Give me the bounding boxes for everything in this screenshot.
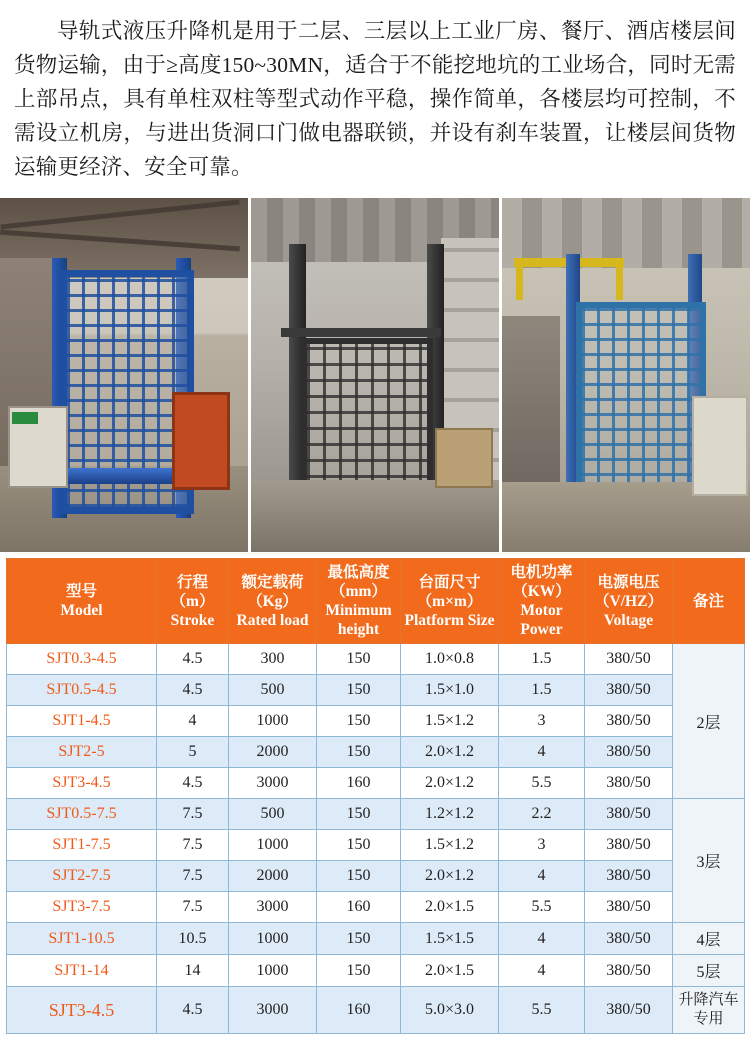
table-row bbox=[7, 768, 745, 799]
cell-voltage: 380/50 bbox=[585, 861, 673, 892]
header-height-en: Minimum height bbox=[325, 602, 392, 638]
cell-size: 1.0×0.8 bbox=[401, 644, 499, 675]
photo1-exit-sign bbox=[12, 412, 38, 424]
header-load-unit: （Kg） bbox=[247, 592, 298, 610]
cell-voltage: 380/50 bbox=[585, 987, 673, 1034]
header-power-cn: 电机功率 bbox=[510, 564, 573, 581]
cell-load: 3000 bbox=[229, 768, 317, 799]
header-stroke-unit: （m） bbox=[170, 592, 215, 610]
cell-power: 5.5 bbox=[499, 892, 585, 923]
cell-size: 1.5×1.0 bbox=[401, 675, 499, 706]
cell-load: 1000 bbox=[229, 830, 317, 861]
cell-power: 5.5 bbox=[499, 768, 585, 799]
cell-model: SJT3-4.5 bbox=[7, 987, 157, 1034]
photo3-doorway bbox=[502, 316, 560, 496]
product-photo-2 bbox=[251, 198, 499, 552]
cell-power: 4 bbox=[499, 923, 585, 955]
cell-model: SJT0.3-4.5 bbox=[7, 644, 157, 675]
cell-model: SJT3-4.5 bbox=[7, 768, 157, 799]
table-row bbox=[7, 830, 745, 861]
cell-voltage: 380/50 bbox=[585, 644, 673, 675]
cell-voltage: 380/50 bbox=[585, 830, 673, 861]
cell-stroke: 10.5 bbox=[157, 923, 229, 955]
spec-table-wrapper bbox=[0, 552, 750, 1042]
cell-height: 150 bbox=[317, 644, 401, 675]
header-power-en: Motor Power bbox=[520, 602, 563, 638]
cell-height: 160 bbox=[317, 768, 401, 799]
cell-stroke: 7.5 bbox=[157, 830, 229, 861]
photo2-lift-cage bbox=[301, 338, 433, 500]
cell-stroke: 14 bbox=[157, 955, 229, 987]
cell-model: SJT0.5-4.5 bbox=[7, 675, 157, 706]
cell-load: 500 bbox=[229, 799, 317, 830]
cell-size: 2.0×1.5 bbox=[401, 892, 499, 923]
cell-size: 2.0×1.5 bbox=[401, 955, 499, 987]
table-row bbox=[7, 675, 745, 706]
cell-remark: 2层 bbox=[673, 644, 745, 799]
cell-model: SJT1-10.5 bbox=[7, 923, 157, 955]
photo2-top-beam bbox=[281, 328, 441, 337]
cell-stroke: 4.5 bbox=[157, 987, 229, 1034]
photo2-floor bbox=[251, 480, 499, 552]
header-model bbox=[7, 559, 157, 644]
cell-load: 1000 bbox=[229, 955, 317, 987]
photo3-cargo bbox=[692, 396, 748, 496]
cell-height: 150 bbox=[317, 923, 401, 955]
header-voltage-cn: 电源电压 bbox=[597, 573, 660, 591]
cell-remark: 升降汽车专用 bbox=[673, 987, 745, 1034]
cell-load: 3000 bbox=[229, 987, 317, 1034]
cell-voltage: 380/50 bbox=[585, 892, 673, 923]
cell-size: 1.5×1.2 bbox=[401, 830, 499, 861]
cell-remark: 5层 bbox=[673, 955, 745, 987]
cell-voltage: 380/50 bbox=[585, 923, 673, 955]
cell-stroke: 4.5 bbox=[157, 768, 229, 799]
cell-power: 1.5 bbox=[499, 675, 585, 706]
cell-load: 3000 bbox=[229, 892, 317, 923]
cell-height: 160 bbox=[317, 987, 401, 1034]
header-load-en: Rated load bbox=[236, 611, 309, 629]
header-motor-power bbox=[499, 559, 585, 644]
cell-voltage: 380/50 bbox=[585, 737, 673, 768]
table-row bbox=[7, 892, 745, 923]
cell-load: 1000 bbox=[229, 923, 317, 955]
table-row bbox=[7, 987, 745, 1034]
cell-power: 4 bbox=[499, 955, 585, 987]
table-row bbox=[7, 955, 745, 987]
cell-size: 1.5×1.5 bbox=[401, 923, 499, 955]
header-rated-load bbox=[229, 559, 317, 644]
product-photo-1 bbox=[0, 198, 248, 552]
header-voltage-unit: （V/HZ） bbox=[594, 592, 663, 610]
cell-voltage: 380/50 bbox=[585, 955, 673, 987]
cell-size: 1.2×1.2 bbox=[401, 799, 499, 830]
header-size-unit: （m×m） bbox=[416, 592, 483, 610]
product-photo-strip bbox=[0, 198, 750, 552]
header-stroke bbox=[157, 559, 229, 644]
cell-stroke: 7.5 bbox=[157, 799, 229, 830]
header-size-en: Platform Size bbox=[404, 611, 495, 629]
header-stroke-cn: 行程 bbox=[176, 573, 208, 591]
table-row bbox=[7, 799, 745, 830]
photo3-rail-post bbox=[616, 258, 623, 300]
cell-model: SJT0.5-7.5 bbox=[7, 799, 157, 830]
cell-stroke: 4 bbox=[157, 706, 229, 737]
cell-remark: 4层 bbox=[673, 923, 745, 955]
header-platform-size bbox=[401, 559, 499, 644]
cell-stroke: 7.5 bbox=[157, 892, 229, 923]
table-row bbox=[7, 644, 745, 675]
cell-height: 150 bbox=[317, 737, 401, 768]
header-height-unit: （mm） bbox=[330, 583, 387, 600]
header-remark bbox=[673, 559, 745, 644]
cell-power: 4 bbox=[499, 861, 585, 892]
cell-height: 150 bbox=[317, 830, 401, 861]
cell-size: 2.0×1.2 bbox=[401, 768, 499, 799]
cell-load: 1000 bbox=[229, 706, 317, 737]
spec-header-row bbox=[7, 559, 745, 644]
photo3-lift-cage bbox=[576, 302, 706, 512]
cell-model: SJT3-7.5 bbox=[7, 892, 157, 923]
cell-load: 500 bbox=[229, 675, 317, 706]
table-row bbox=[7, 861, 745, 892]
cell-power: 1.5 bbox=[499, 644, 585, 675]
cell-load: 300 bbox=[229, 644, 317, 675]
table-row bbox=[7, 706, 745, 737]
cell-size: 5.0×3.0 bbox=[401, 987, 499, 1034]
cell-height: 150 bbox=[317, 675, 401, 706]
header-stroke-en: Stroke bbox=[170, 611, 215, 629]
header-model-en: Model bbox=[60, 602, 103, 619]
cell-height: 150 bbox=[317, 861, 401, 892]
cell-stroke: 7.5 bbox=[157, 861, 229, 892]
cell-model: SJT1-4.5 bbox=[7, 706, 157, 737]
table-row bbox=[7, 737, 745, 768]
cell-stroke: 4.5 bbox=[157, 675, 229, 706]
cell-size: 1.5×1.2 bbox=[401, 706, 499, 737]
cell-power: 3 bbox=[499, 830, 585, 861]
cell-voltage: 380/50 bbox=[585, 768, 673, 799]
header-power-unit: （KW） bbox=[512, 583, 571, 600]
cell-height: 150 bbox=[317, 799, 401, 830]
cell-model: SJT2-5 bbox=[7, 737, 157, 768]
cell-power: 3 bbox=[499, 706, 585, 737]
header-model-cn: 型号 bbox=[65, 583, 97, 600]
header-load-cn: 额定载荷 bbox=[241, 573, 304, 591]
cell-load: 2000 bbox=[229, 737, 317, 768]
cell-voltage: 380/50 bbox=[585, 799, 673, 830]
cell-model: SJT1-7.5 bbox=[7, 830, 157, 861]
product-description: 导轨式液压升降机是用于二层、三层以上工业厂房、餐厅、酒店楼层间货物运输，由于≥高度150~30MN，适合于不能挖地坑的工业场合，同时无需上部吊点，具有单柱双柱等型式动作平稳，操作简单，各楼层均可控制，不需设立机房，与进出货洞口门做电器联锁，并设有刹车装置，让楼层间货物运输更经济、安全可靠。 bbox=[14, 19, 736, 179]
photo3-rail-post bbox=[516, 258, 523, 300]
cell-model: SJT2-7.5 bbox=[7, 861, 157, 892]
header-voltage-en: Voltage bbox=[603, 611, 654, 629]
header-remark-cn: 备注 bbox=[692, 592, 724, 610]
photo2-cargo bbox=[435, 428, 493, 488]
cell-remark: 3层 bbox=[673, 799, 745, 923]
cell-stroke: 4.5 bbox=[157, 644, 229, 675]
cell-height: 150 bbox=[317, 706, 401, 737]
header-height-cn: 最低高度 bbox=[327, 564, 390, 581]
cell-size: 2.0×1.2 bbox=[401, 861, 499, 892]
cell-power: 4 bbox=[499, 737, 585, 768]
cell-load: 2000 bbox=[229, 861, 317, 892]
cell-height: 150 bbox=[317, 955, 401, 987]
cell-stroke: 5 bbox=[157, 737, 229, 768]
table-row bbox=[7, 923, 745, 955]
cell-power: 2.2 bbox=[499, 799, 585, 830]
photo1-forklift bbox=[172, 392, 230, 490]
cell-model: SJT1-14 bbox=[7, 955, 157, 987]
spec-table-body bbox=[7, 644, 745, 1034]
header-voltage bbox=[585, 559, 673, 644]
header-size-cn: 台面尺寸 bbox=[418, 573, 481, 591]
spec-table bbox=[6, 558, 745, 1034]
spec-table-head bbox=[7, 559, 745, 644]
header-minimum-height bbox=[317, 559, 401, 644]
cell-voltage: 380/50 bbox=[585, 675, 673, 706]
cell-voltage: 380/50 bbox=[585, 706, 673, 737]
cell-height: 160 bbox=[317, 892, 401, 923]
product-photo-3 bbox=[502, 198, 750, 552]
cell-power: 5.5 bbox=[499, 987, 585, 1034]
cell-size: 2.0×1.2 bbox=[401, 737, 499, 768]
